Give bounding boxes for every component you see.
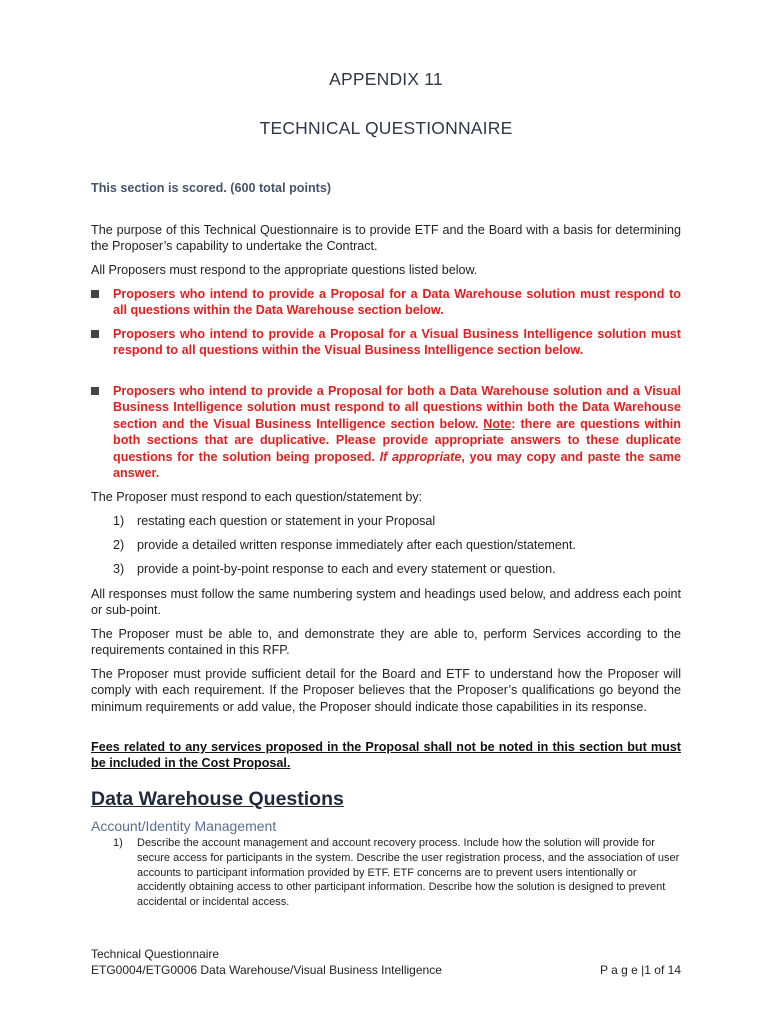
note-label: Note [483,416,512,431]
step-text: restating each question or statement in your Proposal [137,514,436,528]
all-proposers-paragraph: All Proposers must respond to the appropriate questions listed below. [91,263,478,277]
page-count: 1 of 14 [644,963,681,977]
subsection-title: Account/Identity Management [91,818,277,834]
footer-doc-name: ETG0004/ETG0006 Data Warehouse/Visual Business Intelligence [91,963,442,977]
services-paragraph: The Proposer must be able to, and demonstrate they are able to, perform Services according to the requirements contained in this RFP. [91,627,681,658]
purpose-paragraph: The purpose of this Technical Questionnaire is to provide ETF and the Board with a basis for determining the Proposer’s capability to undertake the Contract. [91,223,681,254]
bullet-main-text: Proposers who intend to provide a Proposal for both a Data Warehouse solution and a Visual Business Intelligence solution must respond to all questions within both the Data Warehouse section and the Visual Business Intelligence section below. [113,384,681,431]
detail-paragraph: The Proposer must provide sufficient detail for the Board and ETF to understand how the Proposer will comply with each requirement. If the Proposer believes that the Proposer’s qualifications go beyond the minimum requirements or add value, the Proposer should indicate those capabilities in its response. [91,667,681,714]
appendix-heading: APPENDIX 11 [329,69,443,89]
respond-intro: The Proposer must respond to each question/statement by: [91,490,423,504]
square-bullet-icon [91,387,99,395]
bullet-end-text: , you may copy and paste the same answer. [113,449,681,481]
step-text: provide a detailed written response immediately after each question/statement. [137,538,576,552]
step-text: provide a point-by-point response to each and every statement or question. [137,562,556,576]
step-number: 1) [113,514,125,528]
bullet-text: Proposers who intend to provide a Proposal for a Data Warehouse solution must respond to all questions within the Data Warehouse section below. [113,287,681,318]
if-appropriate-text: If appropriate [379,449,462,464]
footer-title: Technical Questionnaire [91,947,220,961]
page-separator: | [641,963,645,977]
scored-note: This section is scored. (600 total points) [91,181,332,195]
page-label: P a g e [600,963,638,977]
footer-document-id [91,963,681,977]
bullet-text [113,383,681,481]
numbering-paragraph: All responses must follow the same numbering system and headings used below, and address each point or sub-point. [91,587,681,618]
question-text: Describe the account management and account recovery process. Include how the solution will provide for secure access for participants in the system. Describe the user registration process, and the association of user accounts to participant information provided by ETF. ETF concerns are to prevent users intentionally or accidently obtaining access to other participant information. Describe how the solution is designed to prevent accidental or incidental access. [137,837,680,909]
questionnaire-title: TECHNICAL QUESTIONNAIRE [259,118,513,138]
section-title: Data Warehouse Questions [91,788,344,810]
bullet-text: Proposers who intend to provide a Proposal for a Visual Business Intelligence solution must respond to all questions within the Visual Business Intelligence section below. [113,327,681,358]
fees-note: Fees related to any services proposed in the Proposal shall not be noted in this section but must be included in the Cost Proposal. [91,740,681,771]
square-bullet-icon [91,290,99,298]
note-text: : there are questions within both sections that are duplicative. Please provide appropriate answers to these duplicate questions for the solution being proposed. [113,416,681,464]
question-number: 1) [113,837,123,849]
step-number: 3) [113,562,125,576]
step-number: 2) [113,538,125,552]
square-bullet-icon [91,330,99,338]
page-number [600,963,681,977]
